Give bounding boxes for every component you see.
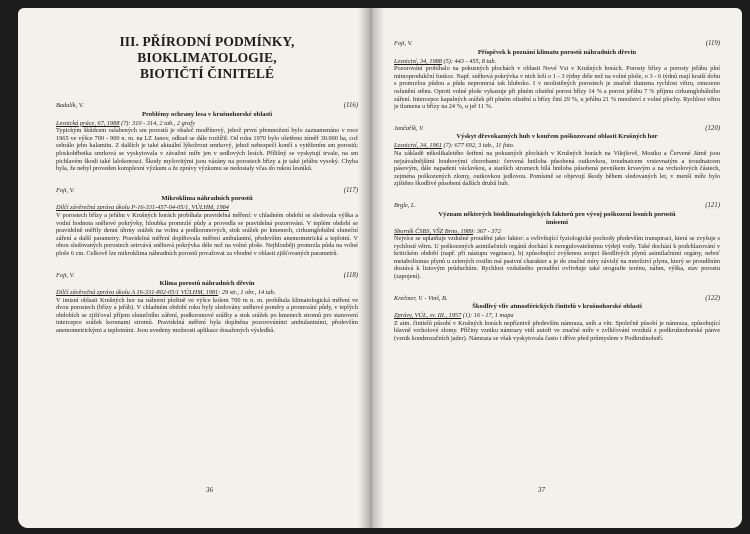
entry-title [394,211,720,227]
entry-source-journal: Dílčí závěrečná zpráva úkolu P-16-331-457-04-05/1, VÚLHM, 1984 [56,204,229,212]
entry-title: Výskyt dřevokazných hub v kouřem poškozované oblasti Krušných hor [456,133,658,141]
chapter-title [56,34,358,82]
entry-source-details: (1): 16 - 17, 1 mapa [462,312,514,320]
entry-abstract: V porostech břízy a jeřábu v Krušných horách probíhala pravidelná měření: v chladném období se sledovala výška a vodní hodnota sněhové pokrývky, hloubka promrzlé půdy a provedla se pravidelná pozorování. V teplém období se pravidelně měřily denní úhrny srážek na volnu a podkorunových, stok srážek po kmenech, cirkumglobální sluneční záření a další parametry. Pravidelná měření doplňovala měření ambulantní, především anemometrická a teplotní. V obou sledovaných porostech setrvává sněhová pokrývka déle než na volné ploše. Nejhlouběji promrzla půda na volné ploše 6 cm. Celkově lze mikroklima náhradních porostů považovat za vhodné v oblasti zjišťovaných parametrů. [56,211,358,257]
entry-source-details: (7): 677 692, 3 tab., 11 foto. [443,142,515,150]
entry-source-details: : 367 - 372 [473,227,501,235]
entry-source [394,58,720,66]
entry-number: (117) [343,186,358,194]
entry-abstract: Na základě několikaletého šetření na pokusných plochách v Krušných horách na Vilejšově, Mostku a Červené Jámě jsou nejzávažnějšími houbovými chorobami: červená hniloba působená outkovkou, troudnatcem vrstevnatým a troudnatcem pásovým, dále napadení václavkou, a starších stromech bílá hniloba působená pevníkem krvavým a na vrcholových částech, zejména poškozených zlomy, outkovkou jedlovou. Pomístně se objevují škody během sledovaných let, v menší míře bylo zjištěno škodlivé působení dalších druhů hub. [394,149,720,188]
entry-118 [56,272,358,335]
left-page [18,8,370,528]
entry-117 [56,187,358,258]
entry-title-line1: Význam některých bioklimatologických faktorů pro vývoj poškození lesních porostů [438,210,676,218]
entry-source [56,204,358,212]
entry-author: Fojt, V. [56,271,75,279]
entry-source-journal: Sborník ČSBS, VŠZ Brno, 1989 [394,227,474,235]
entry-title: Mikroklima náhradních porostů [161,195,253,203]
entry-abstract: V imisní oblasti Krušných hor na náhorní plošině ve výšce kolem 700 m n. m. probíhala klimatologická měření ve dvou porostech (břízy a jeřáb). V chladném období roku byly sledovány sněhové poměry a promrzání půdy, v teplých obdobích se zjišťoval příjem slunečního záření, podkorunové srážky a stok srážek po kmenech stromů pro stanovení intercepce srážek korunami stromů. Pravidelná měření byla doplněna pozorováními ambulantními, především anemometrickými a teplotními. Jsou uvedeny možnosti aplikace dosažených výsledků. [56,296,358,335]
entry-abstract: Nejvíce se uplatňuje vzdušné proudění jako faktor: a ovlivňující fyziologické pochody především transpiraci, která se zvyšuje s rychlostí větru. U poškozených asimilačních orgánů dochází k neregulovatelnému výdeji vody. Také dochází k podchlazování v kritickém období (např. při nástupu vegetace). b) způsobující zvýšenou sorpci škodlivých plynů asimilačními orgány, neboť metabolismus plynů u zelených rostlin má pasivní charakter a je do značné míry závislý na množství plynu, který se prouděním dostává k listovým průduchům. Rychlost vzdušného proudění ovlivňuje také orografie terénu, náhm, výška, stav porostu (zapojení). [394,235,720,281]
left-page-content [56,8,358,335]
chapter-title-line1: III. PŘÍRODNÍ PODMÍNKY, BIOKLIMATOLOGIE, [119,34,295,65]
chapter-title-line2: BIOTIČTÍ ČINITELÉ [139,66,275,81]
entry-title: Příspěvek k poznání klimatu porostů náhradních dřevin [477,48,637,56]
entry-title: Škodlivý vliv atmosférických činitelů v krušnohorské oblasti [472,303,642,311]
entry-source-details: : 29 str., 1 obr., 14 tab. [218,289,276,297]
entry-source-journal: Lesnická práce, 67, 1988 [56,119,120,127]
entry-source-journal: Dílčí závěrečná zpráva úkolu A 16-331-802-05/1 VÚLHM, 1981 [56,289,219,297]
entry-122 [394,295,720,343]
entry-author: Fojt, V. [56,186,75,194]
entry-116 [56,102,358,173]
entry-title-line2: imisemi [546,218,568,226]
entry-source-details: (5): 443 - 455, 8 tab. [443,57,497,65]
entry-number: (120) [705,124,720,132]
entry-source-details: (7): 310 - 314, 2 tab., 2 grafy [121,119,195,127]
page-number-left: 36 [206,486,213,494]
entry-121 [394,202,720,281]
entry-source-journal: Lesnictví, 34, 1988 [394,57,442,65]
right-page-content [394,8,720,343]
entry-number: (121) [705,201,720,209]
entry-author: Brgle, L. [394,201,416,209]
entry-author: Fojt, V. [394,40,413,47]
entry-source [394,228,720,236]
page-number-right: 37 [538,486,545,494]
entry-number: (118) [343,271,358,279]
entry-source [56,289,358,297]
entry-title: Problémy ochrany lesa v krušnohorské oblasti [141,110,273,118]
entry-source-journal: Zprávy, VÚL, sv. III., 1957 [394,312,462,320]
right-page [370,8,742,528]
entry-title: Klima porostů náhradních dřevin [159,280,255,288]
entry-120 [394,125,720,188]
entry-source [394,312,720,320]
entry-number: (119) [705,40,720,47]
entry-author: Jančařík, V. [394,124,424,132]
entry-number: (116) [343,102,358,109]
entry-author: Krečmer, V. - Vinš, B. [394,294,448,302]
entry-abstract: Typickým škůdcem oslabených sm porostů je obaleč modřínový, jehož první přemnožení bylo zaznamenáno v roce 1965 ve výšce 700 - 900 n. m. na LZ Janov, odkud se dále rozšířil. Od roku 1970 bylo ošetřeno téměř 30.000 ha, což sehrálo jeho kalamitu. Z dalších je také aktuální lýkožrout smrkový, jehož nebezpečí končí s vytěžením sm porostů; ploskohřbetka smrková se vyskytovala v závažné míře jen v sedlových lesích. Přílišný se vyskytují trvale, na sm pichlavém škodí také lalokonosci. Škody myšovitými jsou vázány na porostech břízy a je také jeřábu vysoký. Chyba byla, že nebyl proveden komplexní výzkum a že zprávy výzkumu se nedostaly včas do rukou lesníků. [56,127,358,173]
entry-abstract: Z atm. činitelů působí v Krušných horách nepříznivě především námraza, sníh a vítr. Společně působí je námraza, způsobující hlavně vrcholové zlomy. Příčiny vzniku námrazy vidí autoři ve značné míře v zvlhčování ovzduší z podkrušnohorské pánve (vznik kondenzačních jader). Námraza se však vyskytovala často i dříve před průmyslem v Podkrušnohoří. [394,319,720,343]
entry-source-journal: Lesnictví, 34, 1961 [394,142,442,150]
entry-source [394,142,720,150]
entry-author: Badalík, V. [56,102,84,109]
entry-number: (122) [705,294,720,302]
entry-abstract: Pozorování probíhalo na pokusných plochách v oblasti Nové Vsi v Krušných horách. Porosty břízy a porosty jeřábu plní mimoprodukční funkce. Např. sněhová pokrývka v nich leží o 1 - 3 týdny déle než na volné ploše, o 3 - 6 týdnů mají kratší dobu s promrzlou půdou a půda nepromrzá tak hluboko. I v neolistěných porostech je značně tlumena rychlost větru, omezeno oslunění stěnu. Oproti volné ploše vykazuje při plném olistění porost břízy 14 % a porost jeřábu 7 % příjmu cirkumglobálního záření. Intercepce kapalných srážek při plném olistění u břízy činí 29 %, u jeřábu 21 % množství z volné plochy. Rychlost větru je tlumena u břízy na 24 %, u jeř 11 %. [394,65,720,111]
entry-source [56,120,358,128]
entry-119 [394,40,720,111]
